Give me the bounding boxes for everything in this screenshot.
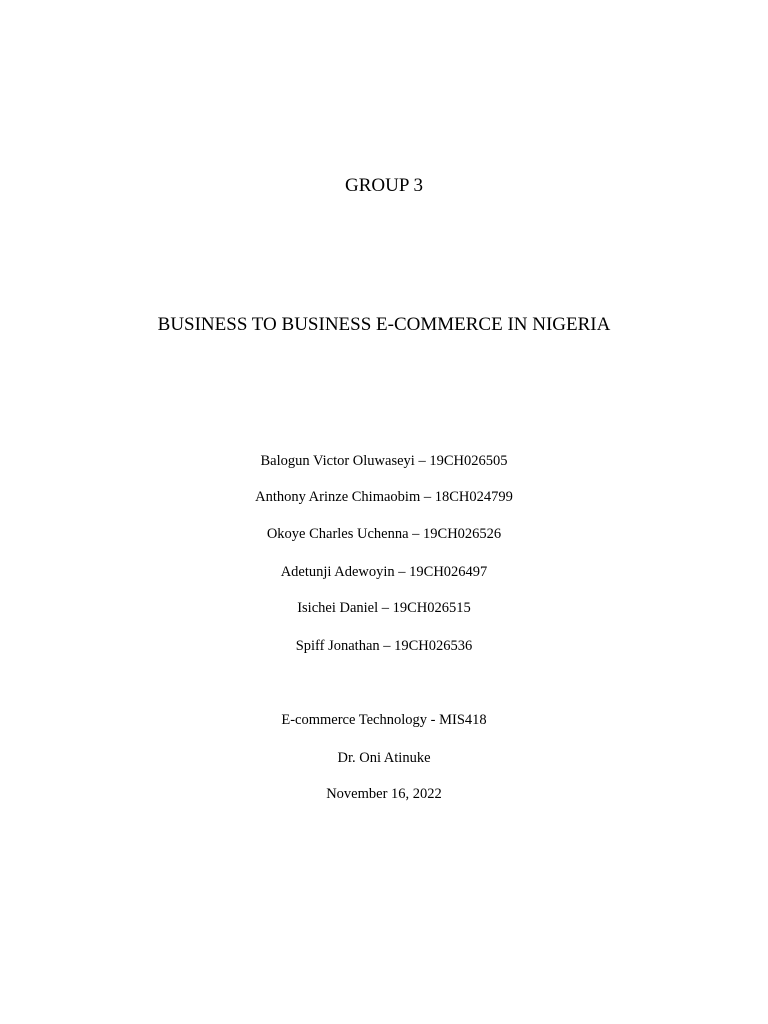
member-line: Adetunji Adewoyin – 19CH026497: [280, 564, 488, 580]
submission-date: November 16, 2022: [326, 786, 442, 802]
member-line: Isichei Daniel – 19CH026515: [297, 600, 471, 616]
instructor-name: Dr. Oni Atinuke: [337, 750, 431, 766]
member-line: Okoye Charles Uchenna – 19CH026526: [266, 526, 502, 542]
member-line: Anthony Arinze Chimaobim – 18CH024799: [255, 489, 513, 505]
document-title: BUSINESS TO BUSINESS E-COMMERCE IN NIGERIA: [157, 314, 611, 335]
group-label: GROUP 3: [345, 175, 423, 196]
member-line: Spiff Jonathan – 19CH026536: [295, 638, 473, 654]
member-line: Balogun Victor Oluwaseyi – 19CH026505: [260, 453, 508, 469]
course-name: E-commerce Technology - MIS418: [281, 712, 487, 728]
